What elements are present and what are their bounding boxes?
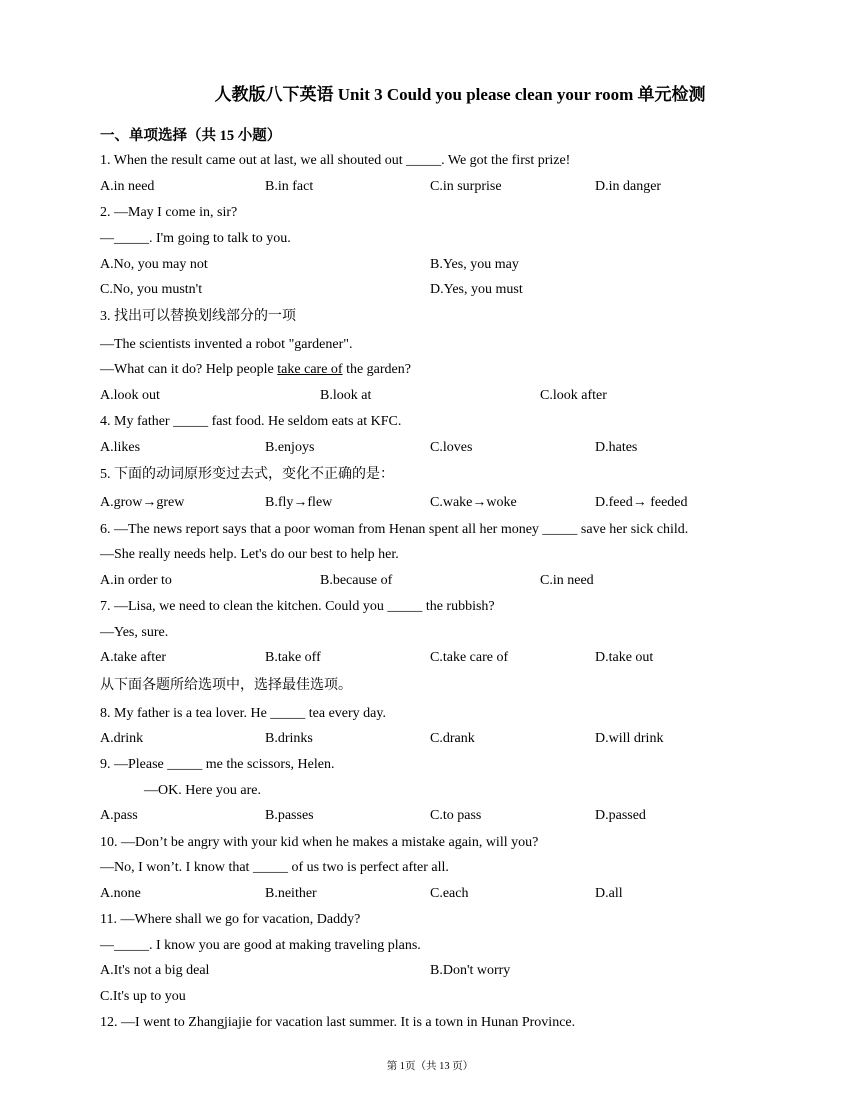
q1-option-b: B.in fact bbox=[265, 179, 314, 194]
q3-option-b: B.look at bbox=[320, 388, 372, 403]
q3-line3-post: the garden? bbox=[342, 362, 411, 377]
q9-option-d: D.passed bbox=[595, 808, 646, 823]
q5-option-c: C.wake→woke bbox=[430, 495, 517, 510]
q2-option-b: B.Yes, you may bbox=[430, 257, 519, 272]
q10-option-c: C.each bbox=[430, 886, 469, 901]
question-8-stem: 8. My father is a tea lover. He _____ tea every day. bbox=[100, 706, 386, 721]
q10-option-d: D.all bbox=[595, 886, 623, 901]
q6-option-a: A.in order to bbox=[100, 573, 172, 588]
question-3-line3 bbox=[100, 361, 411, 379]
question-2-line2: —_____. I'm going to talk to you. bbox=[100, 231, 291, 246]
q4-option-a: A.likes bbox=[100, 440, 141, 455]
q9-option-a: A.pass bbox=[100, 808, 138, 823]
question-1-stem: 1. When the result came out at last, we all shouted out _____. We got the first prize! bbox=[100, 153, 571, 168]
question-9-line2: —OK. Here you are. bbox=[144, 783, 262, 798]
q4-option-c: C.loves bbox=[430, 440, 473, 455]
question-2-stem: 2. —May I come in, sir? bbox=[100, 205, 238, 220]
q5-option-b: B.fly→flew bbox=[265, 495, 333, 510]
question-10-line2: —No, I won’t. I know that _____ of us two is perfect after all. bbox=[100, 860, 449, 875]
q8-option-d: D.will drink bbox=[595, 731, 664, 746]
q9-option-b: B.passes bbox=[265, 808, 314, 823]
q2-option-d: D.Yes, you must bbox=[430, 282, 523, 297]
question-5-stem: 5. 下面的动词原形变过去式，变化不正确的是： bbox=[100, 467, 394, 482]
q5-option-d: D.feed→ feeded bbox=[595, 495, 688, 510]
q2-option-a: A.No, you may not bbox=[100, 257, 208, 272]
q11-option-c: C.It's up to you bbox=[100, 989, 186, 1004]
question-4-stem: 4. My father _____ fast food. He seldom eats at KFC. bbox=[100, 414, 402, 429]
section-heading: 一、单项选择（共 15 小题） bbox=[100, 128, 282, 144]
question-9-stem: 9. —Please _____ me the scissors, Helen. bbox=[100, 757, 335, 772]
page-title: 人教版八下英语 Unit 3 Could you please clean your room 单元检测 bbox=[214, 85, 706, 104]
q7-option-d: D.take out bbox=[595, 650, 654, 665]
q8-option-c: C.drank bbox=[430, 731, 475, 746]
q3-option-a: A.look out bbox=[100, 388, 160, 403]
question-11-line2: —_____. I know you are good at making traveling plans. bbox=[100, 938, 421, 953]
question-3-line2: —The scientists invented a robot "gardener". bbox=[100, 337, 353, 352]
question-3-stem: 3. 找出可以替换划线部分的一项 bbox=[100, 309, 296, 324]
q1-option-a: A.in need bbox=[100, 179, 155, 194]
q3-option-c: C.look after bbox=[540, 388, 607, 403]
q10-option-a: A.none bbox=[100, 886, 141, 901]
q11-option-b: B.Don't worry bbox=[430, 963, 511, 978]
q6-option-c: C.in need bbox=[540, 573, 594, 588]
q5-option-a: A.grow→grew bbox=[100, 495, 185, 510]
q9-option-c: C.to pass bbox=[430, 808, 482, 823]
q7-option-c: C.take care of bbox=[430, 650, 509, 665]
q4-option-b: B.enjoys bbox=[265, 440, 315, 455]
question-10-stem: 10. —Don’t be angry with your kid when he makes a mistake again, will you? bbox=[100, 835, 539, 850]
question-6-stem: 6. —The news report says that a poor woman from Henan spent all her money _____ save her sick child. bbox=[100, 522, 689, 537]
q1-option-d: D.in danger bbox=[595, 179, 662, 194]
question-6-line2: —She really needs help. Let's do our best to help her. bbox=[100, 547, 399, 562]
q8-option-a: A.drink bbox=[100, 731, 144, 746]
page-footer: 第 1页（共 13 页） bbox=[386, 1061, 474, 1072]
q6-option-b: B.because of bbox=[320, 573, 393, 588]
q2-option-c: C.No, you mustn't bbox=[100, 282, 203, 297]
q4-option-d: D.hates bbox=[595, 440, 638, 455]
q7-option-a: A.take after bbox=[100, 650, 167, 665]
q3-line3-pre: —What can it do? Help people bbox=[100, 362, 278, 377]
question-11-stem: 11. —Where shall we go for vacation, Daddy? bbox=[100, 912, 361, 927]
question-12-stem: 12. —I went to Zhangjiajie for vacation last summer. It is a town in Hunan Province. bbox=[100, 1015, 576, 1030]
q7-option-b: B.take off bbox=[265, 650, 321, 665]
q10-option-b: B.neither bbox=[265, 886, 317, 901]
q1-option-c: C.in surprise bbox=[430, 179, 502, 194]
q11-option-a: A.It's not a big deal bbox=[100, 963, 210, 978]
q8-option-b: B.drinks bbox=[265, 731, 313, 746]
q3-underlined-phrase: take care of bbox=[277, 362, 343, 377]
instruction-text: 从下面各题所给选项中，选择最佳选项。 bbox=[100, 678, 352, 693]
question-7-stem: 7. —Lisa, we need to clean the kitchen. Could you _____ the rubbish? bbox=[100, 599, 495, 614]
question-7-line2: —Yes, sure. bbox=[100, 625, 169, 640]
